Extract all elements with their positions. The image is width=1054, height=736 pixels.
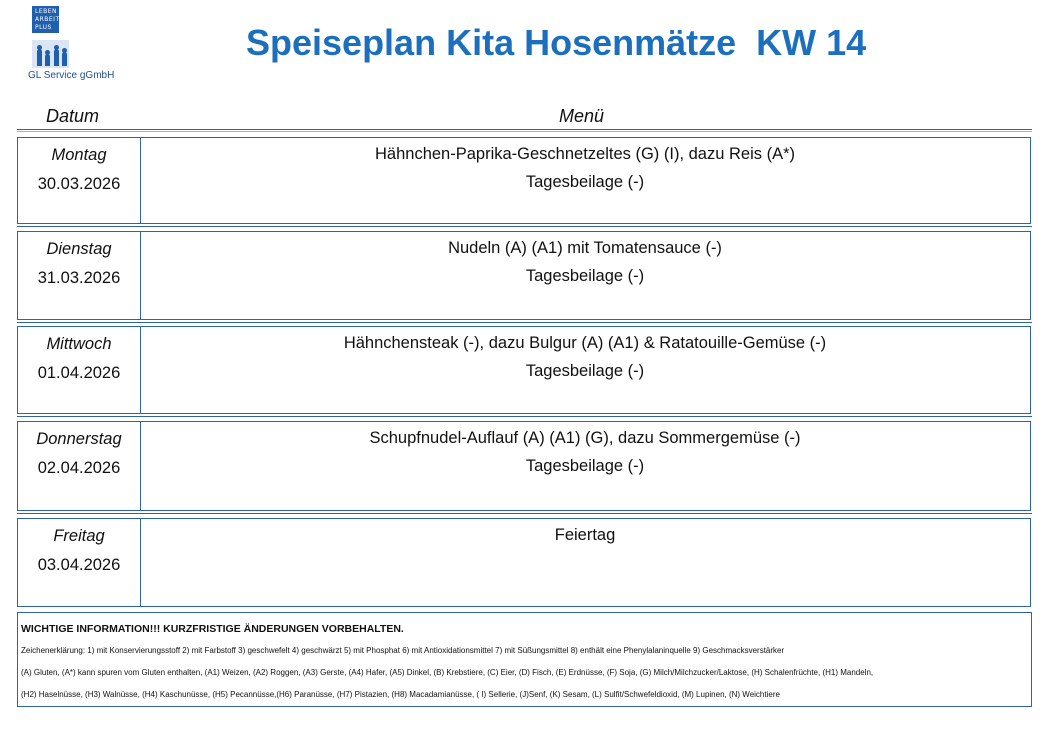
- info-box: [17, 612, 1032, 707]
- day-row-tuesday: [17, 231, 1031, 320]
- logo-box-text-1: LEBEN: [35, 8, 58, 15]
- menu-main: Hähnchen-Paprika-Geschnetzeltes (G) (I), dazu Reis (A*): [375, 145, 795, 163]
- additives-legend: Zeichenerklärung: 1) mit Konservierungsstoff 2) mit Farbstoff 3) geschwefelt 4) geschwärzt 5) mit Phosphat 6) mit Antioxidationsmittel 7) mit Süßungsmittel 8) enthält eine Phenylalaninquelle 9) Geschmacksverstärker: [21, 646, 785, 655]
- date-label: 31.03.2026: [37, 269, 121, 287]
- menu-side: Tagesbeilage (-): [525, 173, 645, 191]
- weekday-label: Donnerstag: [36, 430, 122, 448]
- date-cell: [18, 327, 141, 413]
- menu-side: Tagesbeilage (-): [525, 362, 645, 380]
- date-cell: [18, 232, 141, 319]
- day-row-friday: [17, 518, 1031, 607]
- row-divider: [17, 322, 1032, 323]
- date-label: 01.04.2026: [37, 364, 121, 382]
- date-cell: [18, 422, 141, 510]
- weekday-label: Dienstag: [46, 240, 112, 258]
- menu-side: Tagesbeilage (-): [525, 267, 645, 285]
- warning-text: WICHTIGE INFORMATION!!! KURZFRISTIGE ÄNDERUNGEN VORBEHALTEN.: [21, 623, 404, 635]
- allergens-line-2: (H2) Haselnüsse, (H3) Walnüsse, (H4) Kaschunüsse, (H5) Pecannüsse,(H6) Paranüsse, (H7) Pistazien, (H8) Macadamianüsse, ( I) Sellerie, (J)Senf, (K) Sesam, (L) Sulfit/Schwefeldioxid, (M) Lupinen, (N) Weichtiere: [21, 690, 780, 699]
- date-column-header: Datum: [46, 106, 100, 126]
- weekday-label: Freitag: [53, 527, 105, 545]
- menu-side: Tagesbeilage (-): [525, 457, 645, 475]
- row-divider: [17, 416, 1032, 417]
- weekday-label: Mittwoch: [46, 335, 112, 353]
- logo-text-box: [32, 6, 59, 33]
- day-row-monday: [17, 137, 1031, 224]
- logo-box-text-3: PLUS: [35, 24, 52, 31]
- company-name: GL Service gGmbH: [28, 70, 115, 81]
- menu-main: Schupfnudel-Auflauf (A) (A1) (G), dazu Sommergemüse (-): [369, 429, 801, 447]
- date-cell: [18, 519, 141, 606]
- header-divider: [17, 129, 1032, 130]
- logo-people-icon: [32, 40, 69, 68]
- date-cell: [18, 138, 141, 223]
- date-label: 03.04.2026: [37, 556, 121, 574]
- row-divider: [17, 226, 1032, 227]
- weekday-label: Montag: [51, 146, 107, 164]
- menu-main: Nudeln (A) (A1) mit Tomatensauce (-): [448, 239, 722, 257]
- header-divider-shadow: [17, 131, 1032, 132]
- menu-column-header: Menü: [559, 106, 605, 126]
- page-title: Speiseplan Kita Hosenmätze KW 14: [246, 22, 867, 63]
- logo-box-text-2: ARBEIT: [35, 16, 60, 23]
- allergens-line-1: (A) Gluten, (A*) kann spuren vom Gluten enthalten, (A1) Weizen, (A2) Roggen, (A3) Gerste, (A4) Hafer, (A5) Dinkel, (B) Krebstiere, (C) Eier, (D) Fisch, (E) Erdnüsse, (F) Soja, (G) Milch/Milchzucker/Laktose, (H) Schalenfrüchte, (H1) Mandeln,: [21, 668, 874, 677]
- day-row-thursday: [17, 421, 1031, 511]
- date-label: 02.04.2026: [37, 459, 121, 477]
- date-label: 30.03.2026: [37, 175, 121, 193]
- company-logo: [28, 6, 138, 86]
- menu-main: Hähnchensteak (-), dazu Bulgur (A) (A1) & Ratatouille-Gemüse (-): [343, 334, 827, 352]
- day-row-wednesday: [17, 326, 1031, 414]
- row-divider: [17, 513, 1032, 514]
- menu-main: Feiertag: [554, 526, 616, 544]
